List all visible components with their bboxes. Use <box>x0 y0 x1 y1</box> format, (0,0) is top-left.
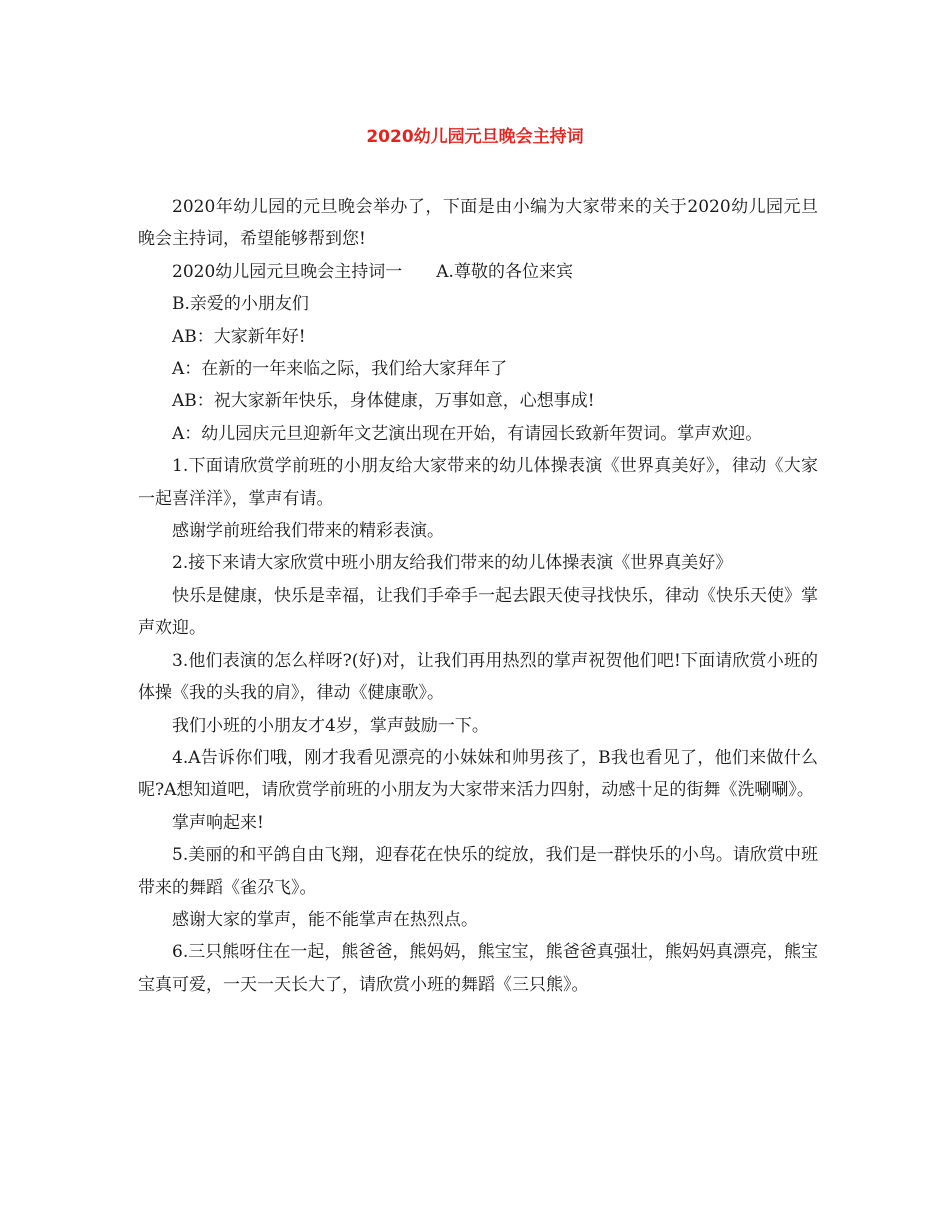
script-paragraph: A：幼儿园庆元旦迎新年文艺演出现在开始，有请园长致新年贺词。掌声欢迎。 <box>172 423 763 444</box>
script-paragraph: 快乐是健康，快乐是幸福，让我们手牵手一起去跟天使寻找快乐，律动《快乐天使》掌声欢迎。 <box>138 585 818 639</box>
script-paragraph: 掌声响起来! <box>172 812 264 833</box>
section-first-line: A.尊敬的各位来宾 <box>436 261 573 282</box>
script-paragraph: AB：祝大家新年快乐，身体健康，万事如意，心想事成! <box>172 391 595 412</box>
script-paragraph: 感谢学前班给我们带来的精彩表演。 <box>172 521 444 542</box>
script-paragraph: AB：大家新年好! <box>172 326 306 347</box>
section-heading-line <box>138 256 818 288</box>
document-body <box>138 191 818 1001</box>
intro-paragraph: 2020年幼儿园的元旦晚会举办了，下面是由小编为大家带来的关于2020幼儿园元旦晚会主持词，希望能够帮到您! <box>138 197 818 250</box>
script-paragraph: 2.接下来请大家欣赏中班小朋友给我们带来的幼儿体操表演《世界真美好》 <box>172 553 733 574</box>
script-paragraph: B.亲爱的小朋友们 <box>172 294 309 315</box>
script-paragraph: 我们小班的小朋友才4岁，掌声鼓励一下。 <box>172 715 489 736</box>
script-paragraph: A：在新的一年来临之际，我们给大家拜年了 <box>172 359 508 380</box>
script-paragraph: 3.他们表演的怎么样呀?(好)对，让我们再用热烈的掌声祝贺他们吧!下面请欣赏小班的体操《我的头我的肩》，律动《健康歌》。 <box>138 650 818 704</box>
script-paragraph: 感谢大家的掌声，能不能掌声在热烈点。 <box>172 909 478 930</box>
script-paragraph: 6.三只熊呀住在一起，熊爸爸，熊妈妈，熊宝宝，熊爸爸真强壮，熊妈妈真漂亮，熊宝宝真可爱，一天一天长大了，请欣赏小班的舞蹈《三只熊》。 <box>138 942 818 995</box>
document-title: 2020幼儿园元旦晚会主持词 <box>366 127 584 147</box>
script-paragraph: 1.下面请欣赏学前班的小朋友给大家带来的幼儿体操表演《世界真美好》，律动《大家一起喜洋洋》，掌声有请。 <box>138 456 818 509</box>
script-paragraph: 5.美丽的和平鸽自由飞翔，迎春花在快乐的绽放，我们是一群快乐的小鸟。请欣赏中班带来的舞蹈《雀尕飞》。 <box>138 845 818 898</box>
section-heading: 2020幼儿园元旦晚会主持词一 <box>172 261 403 282</box>
script-paragraph: 4.A告诉你们哦，刚才我看见漂亮的小妹妹和帅男孩了，B我也看见了，他们来做什么呢?A想知道吧，请欣赏学前班的小朋友为大家带来活力四射，动感十足的街舞《洗唰唰》。 <box>138 747 818 801</box>
